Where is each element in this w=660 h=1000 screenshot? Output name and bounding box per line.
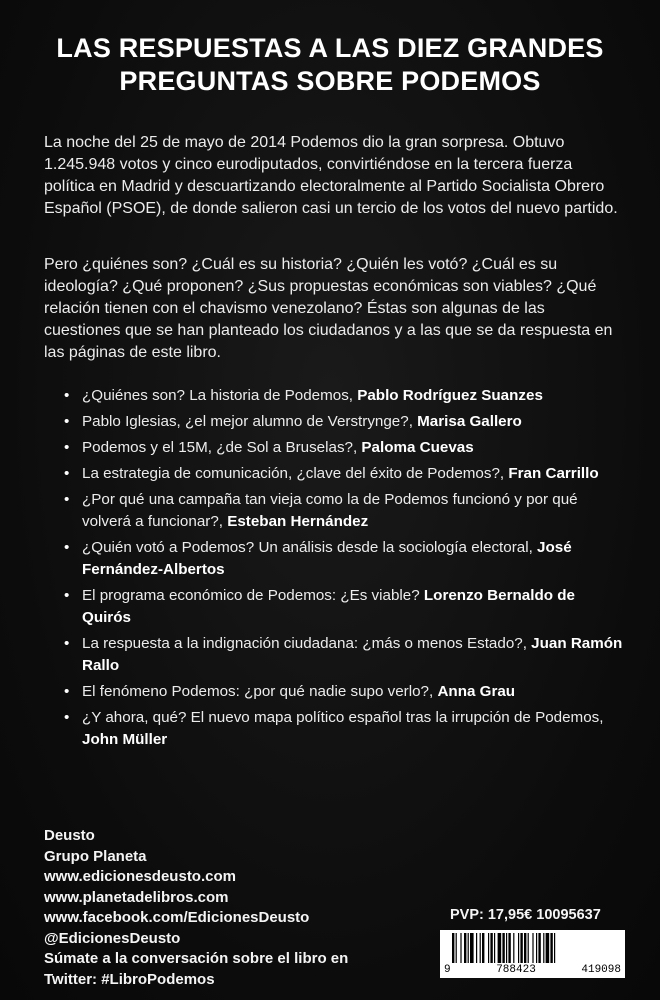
- twitter-handle[interactable]: @EdicionesDeusto: [44, 929, 181, 947]
- chapter-item: [64, 463, 624, 485]
- cover-title: [0, 32, 660, 98]
- barcode-bars-icon: [440, 930, 625, 964]
- publisher-name: Deusto: [44, 827, 95, 844]
- title-line-1: LAS RESPUESTAS A LAS DIEZ GRANDES: [56, 33, 604, 63]
- isbn-barcode: [440, 930, 625, 978]
- twitter-hashtag[interactable]: Twitter: #LibroPodemos: [44, 970, 215, 988]
- chapter-item: [64, 681, 624, 703]
- publisher-info: [44, 826, 404, 990]
- website-link-planeta[interactable]: www.planetadelibros.com: [44, 888, 229, 906]
- price-label: PVP: 17,95€ 10095637: [450, 907, 601, 923]
- chapter-author: Anna Grau: [437, 683, 516, 700]
- chapter-item: [64, 489, 624, 533]
- chapter-item: [64, 385, 624, 407]
- publisher-group: Grupo Planeta: [44, 847, 147, 865]
- chapter-text: El fenómeno Podemos: ¿por qué nadie supo verlo?,: [82, 683, 438, 700]
- chapter-text: ¿Quiénes son? La historia de Podemos,: [82, 387, 358, 404]
- chapter-author: Paloma Cuevas: [361, 439, 474, 456]
- website-link-deusto[interactable]: www.edicionesdeusto.com: [44, 868, 236, 885]
- chapter-item: [64, 437, 624, 459]
- barcode-digit-group-1: 788423: [496, 964, 536, 976]
- chapter-text: ¿Por qué una campaña tan vieja como la de Podemos funcionó y por qué volverá a funcionar?,: [82, 491, 578, 530]
- chapter-author: Juan Ramón Rallo: [82, 635, 623, 674]
- chapter-item: [64, 537, 624, 581]
- questions-paragraph: Pero ¿quiénes son? ¿Cuál es su historia? ¿Quién les votó? ¿Cuál es su ideología? ¿Qué proponen? ¿Sus propuestas económicas son viables? ¿Qué relación tienen con el chavismo venezolano? Éstas son algunas de las cuestiones que se han planteado los ciudadanos y a las que se da respuesta en las páginas de este libro.: [44, 256, 613, 361]
- conversation-cta: Súmate a la conversación sobre el libro en: [44, 950, 349, 967]
- chapter-author: Marisa Gallero: [417, 413, 522, 430]
- chapter-item: [64, 411, 624, 433]
- chapter-text: ¿Quién votó a Podemos? Un análisis desde la sociología electoral,: [82, 539, 538, 556]
- chapter-text: La estrategia de comunicación, ¿clave del éxito de Podemos?,: [82, 465, 509, 482]
- chapter-author: José Fernández-Albertos: [82, 539, 572, 578]
- chapter-text: Pablo Iglesias, ¿el mejor alumno de Verstrynge?,: [82, 413, 418, 430]
- facebook-link[interactable]: www.facebook.com/EdicionesDeusto: [44, 909, 310, 926]
- chapter-text: El programa económico de Podemos: ¿Es viable?: [82, 587, 424, 604]
- chapter-item: [64, 585, 624, 629]
- chapter-author: John Müller: [82, 731, 168, 748]
- chapter-item: [64, 707, 624, 751]
- chapter-text: Podemos y el 15M, ¿de Sol a Bruselas?,: [82, 439, 362, 456]
- chapter-list: [64, 385, 624, 755]
- chapter-author: Fran Carrillo: [508, 465, 599, 482]
- intro-paragraph: La noche del 25 de mayo de 2014 Podemos dio la gran sorpresa. Obtuvo 1.245.948 votos y cinco eurodiputados, convirtiéndose en la tercera fuerza política en Madrid y descuartizando electoralmente al Partido Socialista Obrero Español (PSOE), de donde salieron casi un tercio de los votos del nuevo partido.: [44, 134, 618, 217]
- chapter-item: [64, 633, 624, 677]
- chapter-author: Pablo Rodríguez Suanzes: [357, 387, 543, 404]
- barcode-digit-prefix: 9: [444, 964, 451, 976]
- barcode-digit-group-2: 419098: [581, 964, 621, 976]
- chapter-text: La respuesta a la indignación ciudadana: ¿más o menos Estado?,: [82, 635, 532, 652]
- chapter-author: Esteban Hernández: [227, 513, 369, 530]
- chapter-text: ¿Y ahora, qué? El nuevo mapa político español tras la irrupción de Podemos,: [82, 709, 604, 726]
- barcode-digits: [440, 964, 625, 978]
- title-line-2: PREGUNTAS SOBRE PODEMOS: [119, 66, 541, 96]
- chapter-author: Lorenzo Bernaldo de Quirós: [82, 587, 575, 626]
